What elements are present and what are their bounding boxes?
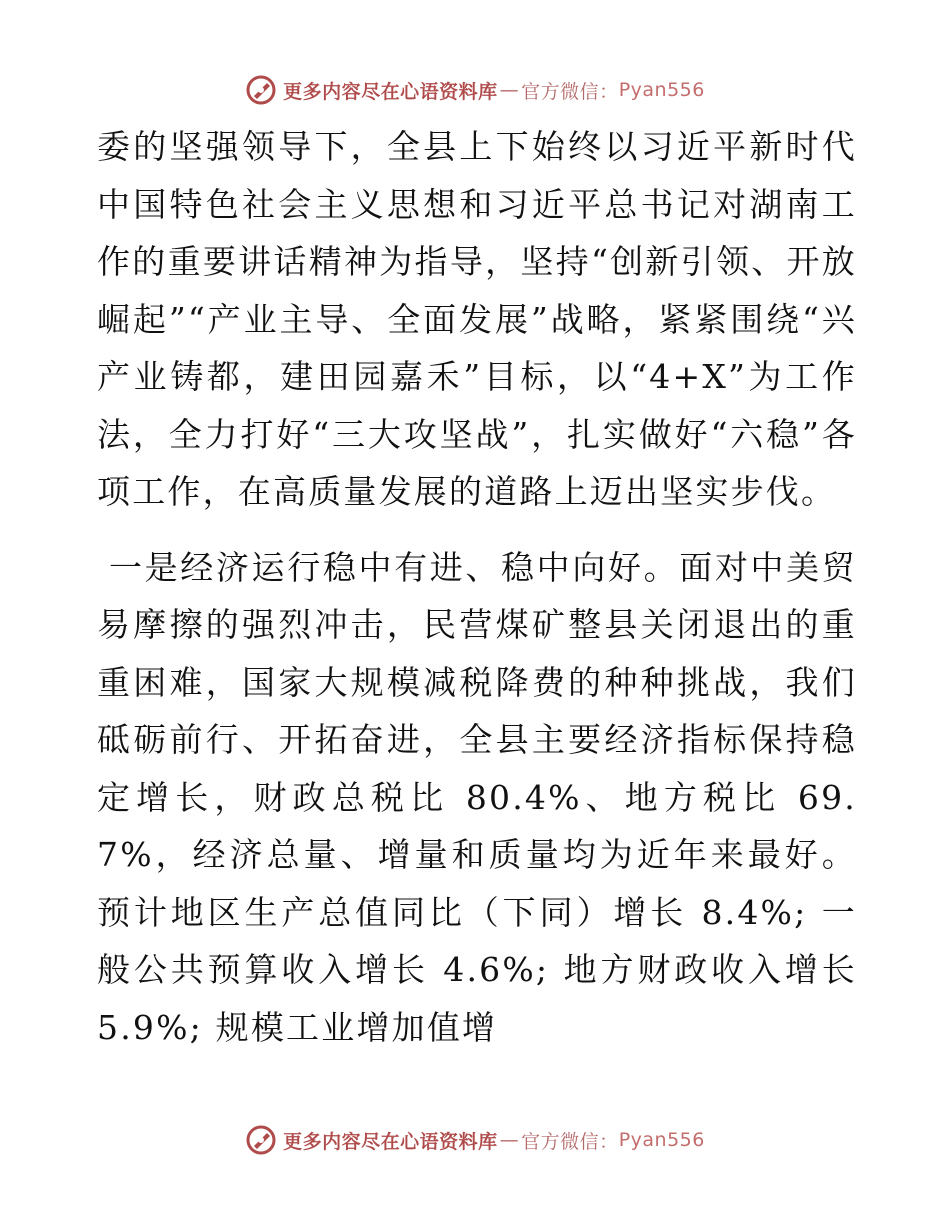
watermark-wechat-id: Pyan556 <box>618 1129 705 1151</box>
header-watermark <box>0 74 950 106</box>
document-body <box>97 118 857 1056</box>
paragraph-1: 委的坚强领导下，全县上下始终以习近平新时代中国特色社会主义思想和习近平总书记对湖南工作的重要讲话精神为指导，坚持“创新引领、开放崛起”“产业主导、全面发展”战略，紧紧围绕“兴产业铸都，建田园嘉禾”目标，以“4+X”为工作法，全力打好“三大攻坚战”，扎实做好“六稳”各项工作，在高质量发展的道路上迈出坚实步伐。 <box>97 127 857 511</box>
watermark-separator: — <box>499 1129 520 1151</box>
paragraph-2: 一是经济运行稳中有进、稳中向好。面对中美贸易摩擦的强烈冲击，民营煤矿整县关闭退出的重重困难，国家大规模减税降费的种种挑战，我们砥砺前行、开拓奋进，全县主要经济指标保持稳定增长，财政总税比 80.4%、地方税比 69.7%，经济总量、增量和质量均为近年来最好。预计地区生产总值同比（下同）增长 8.4%; 一般公共预算收入增长 4.6%; 地方财政收入增长 5.9%; 规模工业增加值增 <box>97 547 857 1047</box>
brand-logo-icon <box>245 74 277 106</box>
footer-watermark <box>0 1124 950 1156</box>
watermark-main-text: 更多内容尽在心语资料库 <box>283 1130 498 1153</box>
watermark-separator: — <box>499 79 520 101</box>
watermark-wechat-id: Pyan556 <box>618 79 705 101</box>
watermark-main-text: 更多内容尽在心语资料库 <box>283 80 498 103</box>
watermark-label: 官方微信： <box>521 80 619 103</box>
watermark-label: 官方微信： <box>521 1130 619 1153</box>
brand-logo-icon <box>245 1124 277 1156</box>
